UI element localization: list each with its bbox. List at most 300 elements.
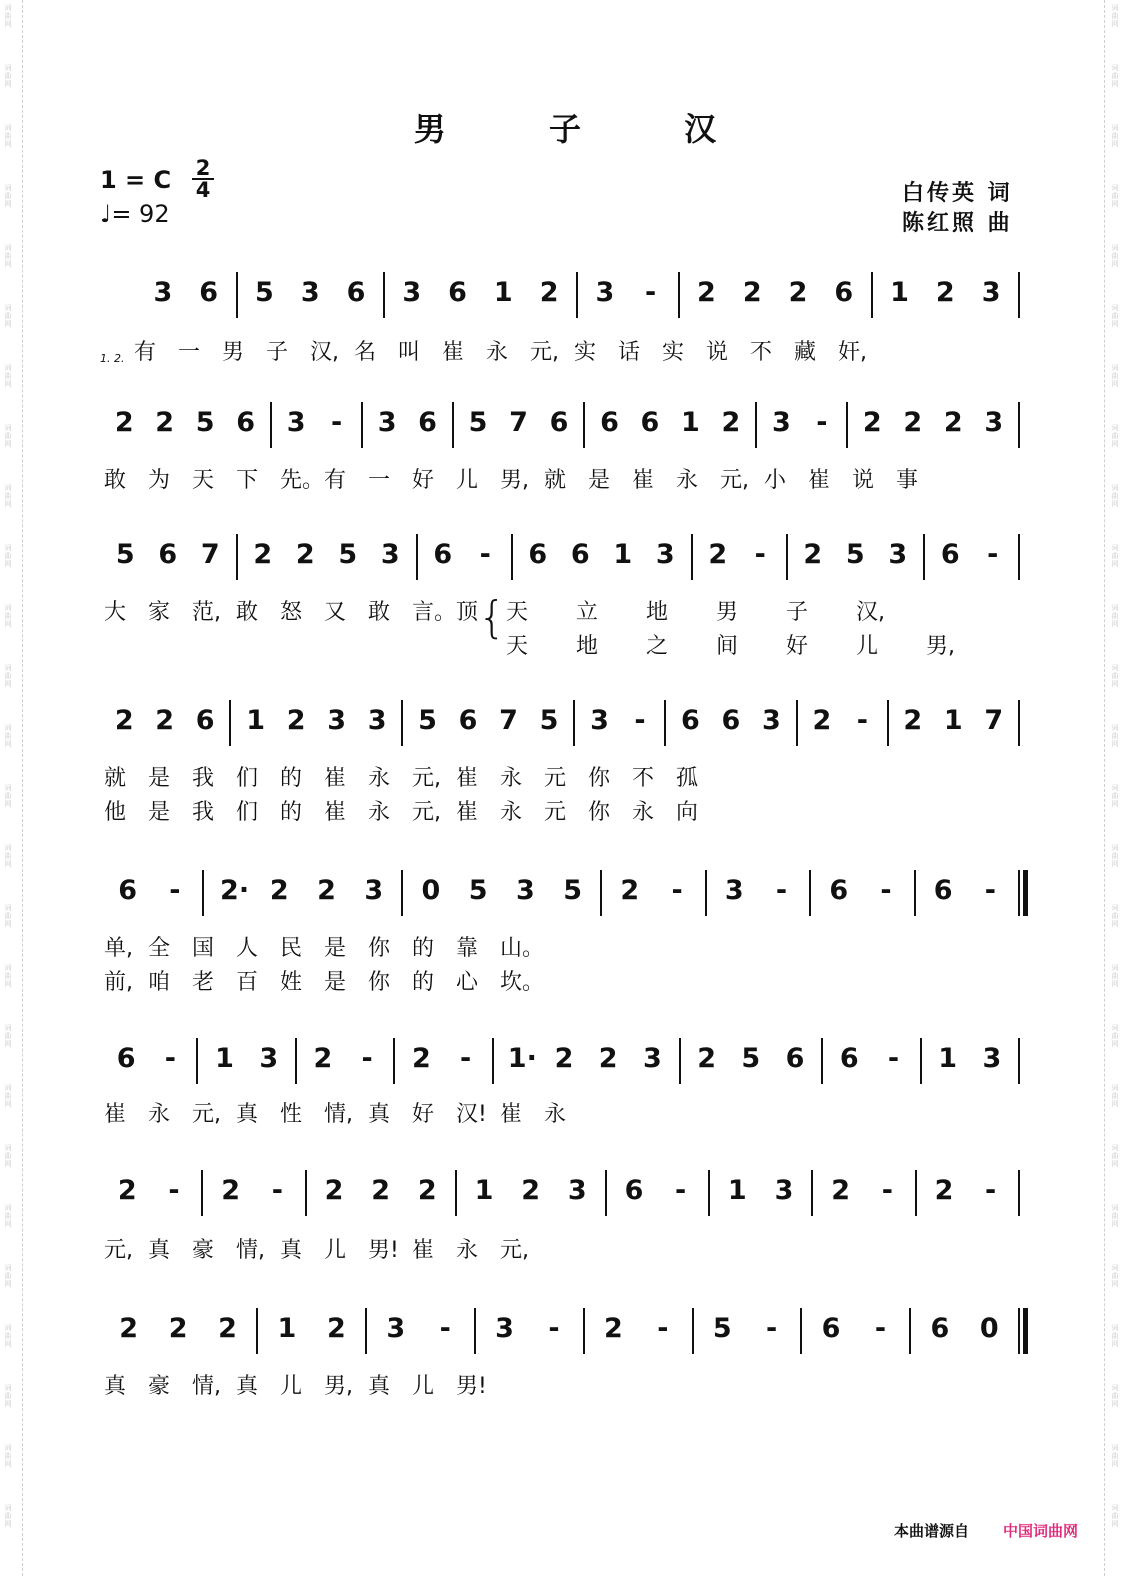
- lyric-syllable: 藏: [794, 340, 817, 365]
- note: 7: [200, 539, 220, 570]
- note: 6: [624, 1175, 644, 1206]
- note: 5: [539, 705, 559, 736]
- note: -: [271, 1175, 283, 1206]
- lyric-syllable: 你: [588, 800, 611, 825]
- lyric-syllable: 崔: [442, 340, 465, 365]
- barline: [573, 700, 575, 746]
- score-system: [0, 398, 1130, 548]
- note: 6: [933, 875, 953, 906]
- lyric-syllable: 永: [632, 800, 655, 825]
- lyric-syllable: 元,: [192, 1102, 221, 1127]
- note: 6: [640, 407, 660, 438]
- watermark-text: 词 曲 网: [1111, 1204, 1119, 1228]
- note: 3: [590, 705, 609, 736]
- watermark-text: 词 曲 网: [4, 1504, 12, 1528]
- note: 5: [418, 705, 437, 736]
- barline: [1018, 1170, 1020, 1216]
- note: -: [164, 1043, 176, 1074]
- tempo-marking: ♩= 92: [100, 200, 170, 228]
- note: 2: [903, 705, 923, 736]
- note: -: [675, 1175, 687, 1206]
- note: 5: [115, 539, 135, 570]
- note: 5: [255, 277, 274, 308]
- note: 6: [236, 407, 256, 438]
- watermark-text: 词 曲 网: [4, 424, 12, 448]
- note: 6: [681, 705, 700, 736]
- watermark-text: 词 曲 网: [4, 784, 12, 808]
- note: -: [459, 1043, 472, 1074]
- song-title: 男 子 汉: [413, 110, 763, 148]
- barline: [236, 272, 238, 318]
- barline: [708, 1170, 710, 1216]
- lyric-syllable: 好: [412, 1102, 435, 1127]
- note: 3: [567, 1175, 587, 1206]
- barline: [361, 402, 363, 448]
- note: 1: [890, 277, 909, 308]
- verse-brace: {: [478, 592, 506, 643]
- note: 1: [215, 1043, 234, 1074]
- lyric-syllable: 就: [104, 766, 127, 791]
- lyric-syllable: 下: [236, 468, 259, 493]
- lyric-syllable: 立: [576, 600, 599, 625]
- note: 7: [499, 705, 518, 736]
- note: 2: [218, 1313, 237, 1344]
- watermark-text: 词 曲 网: [1111, 304, 1119, 328]
- note: 1: [938, 1043, 958, 1074]
- note: 1: [943, 705, 963, 736]
- lyric-syllable: 单,: [104, 936, 133, 961]
- note: -: [479, 539, 491, 570]
- barline: [679, 1038, 681, 1084]
- time-signature: [190, 158, 216, 200]
- watermark-text: 词 曲 网: [1111, 484, 1119, 508]
- barline: [923, 534, 925, 580]
- lyric-syllable: 有: [324, 468, 347, 493]
- barline: [492, 1038, 494, 1084]
- lyric-syllable: 元: [544, 766, 567, 791]
- lyric-syllable: 永: [544, 1102, 567, 1127]
- lyric-syllable: 元,: [412, 766, 441, 791]
- lyric-syllable: 叫: [398, 340, 421, 365]
- lyric-syllable: 真: [148, 1238, 171, 1263]
- note: 3: [595, 277, 615, 308]
- note: 3: [300, 277, 320, 308]
- lyric-syllable: 永: [148, 1102, 171, 1127]
- footer-source-label: 本曲谱源自: [894, 1522, 970, 1540]
- lyric-syllable: 孤: [676, 766, 699, 791]
- barline: [796, 700, 798, 746]
- barline: [664, 700, 666, 746]
- note: 5: [338, 539, 358, 570]
- lyric-syllable: 永: [500, 766, 523, 791]
- lyric-syllable: 元,: [104, 1238, 133, 1263]
- lyric-syllable: 为: [148, 468, 171, 493]
- note: 2: [221, 1175, 241, 1206]
- note: -: [987, 539, 999, 570]
- note: -: [766, 1313, 778, 1344]
- composer-credit: 陈红照 曲: [902, 211, 1013, 236]
- lyric-syllable: 元,: [500, 1238, 529, 1263]
- note: -: [984, 875, 996, 906]
- note: 3: [380, 539, 400, 570]
- note: 2: [604, 1313, 623, 1344]
- final-barline: [1023, 1308, 1028, 1354]
- lyric-syllable: 真: [236, 1374, 259, 1399]
- note: 2: [313, 1043, 333, 1074]
- lyric-syllable: 我: [192, 766, 215, 791]
- lyric-syllable: 敢: [368, 600, 391, 625]
- watermark-text: 词 曲 网: [1111, 364, 1119, 388]
- note: 6: [118, 875, 137, 906]
- note: 1: [613, 539, 633, 570]
- note: -: [361, 1043, 373, 1074]
- note: 3: [984, 407, 1004, 438]
- note: 6: [346, 277, 366, 308]
- barline: [846, 402, 848, 448]
- note: 2: [708, 539, 728, 570]
- note: 2: [934, 1175, 954, 1206]
- note: 2: [253, 539, 273, 570]
- barline: [1018, 870, 1020, 916]
- footer-site-name[interactable]: 中国词曲网: [1003, 1522, 1079, 1540]
- barline: [1018, 1308, 1020, 1354]
- barline: [583, 1308, 585, 1354]
- barline: [809, 870, 811, 916]
- lyric-syllable: 说: [706, 340, 729, 365]
- watermark-text: 词 曲 网: [1111, 604, 1119, 628]
- lyric-syllable: 永: [486, 340, 509, 365]
- note: 6: [570, 539, 590, 570]
- note: 2: [812, 705, 832, 736]
- note: 6: [418, 407, 437, 438]
- note: 1·: [507, 1043, 537, 1074]
- lyric-syllable: 们: [236, 766, 259, 791]
- watermark-text: 词 曲 网: [4, 364, 12, 388]
- watermark-text: 词 曲 网: [1111, 1144, 1119, 1168]
- lyric-syllable: 实: [574, 340, 597, 365]
- barline: [583, 402, 585, 448]
- watermark-text: 词 曲 网: [4, 4, 12, 28]
- note: -: [985, 1175, 997, 1206]
- watermark-text: 词 曲 网: [1111, 724, 1119, 748]
- lyric-syllable: 间: [716, 634, 739, 659]
- note: -: [439, 1313, 451, 1344]
- lyric-syllable: 实: [662, 340, 685, 365]
- key-signature: 1 = C: [100, 166, 172, 194]
- note: 3: [771, 407, 791, 438]
- lyric-syllable: 大: [104, 600, 127, 625]
- lyric-syllable: 子: [786, 600, 809, 625]
- watermark-text: 词 曲 网: [4, 1204, 12, 1228]
- note: 5: [741, 1043, 761, 1074]
- lyric-syllable: 顶: [456, 600, 479, 625]
- lyric-syllable: 靠: [456, 936, 479, 961]
- lyric-syllable: 前,: [104, 970, 133, 995]
- lyric-syllable: 汉,: [310, 340, 339, 365]
- barline: [416, 534, 418, 580]
- lyric-syllable: 真: [280, 1238, 303, 1263]
- note: 6: [195, 705, 215, 736]
- lyric-syllable: 怒: [280, 600, 303, 625]
- barline: [305, 1170, 307, 1216]
- lyric-syllable: 全: [148, 936, 171, 961]
- lyric-syllable: 情,: [236, 1238, 265, 1263]
- note: 2: [317, 875, 336, 906]
- note: 5: [845, 539, 865, 570]
- watermark-text: 词 曲 网: [1111, 424, 1119, 448]
- note: 3: [982, 1043, 1002, 1074]
- note: 3: [655, 539, 675, 570]
- watermark-text: 词 曲 网: [1111, 1024, 1119, 1048]
- note: 6: [116, 1043, 136, 1074]
- note: 2: [943, 407, 963, 438]
- note: 2: [620, 875, 640, 906]
- lyric-syllable: 崔: [324, 766, 347, 791]
- barline: [678, 272, 680, 318]
- lyric-syllable: 男: [222, 340, 245, 365]
- watermark-text: 词 曲 网: [4, 1144, 12, 1168]
- barline: [871, 272, 873, 318]
- note: 6: [158, 539, 178, 570]
- note: 6: [839, 1043, 859, 1074]
- lyric-syllable: 崔: [808, 468, 831, 493]
- lyric-syllable: 言。: [412, 600, 457, 625]
- barline: [401, 870, 403, 916]
- watermark-text: 词 曲 网: [1111, 784, 1119, 808]
- lyric-syllable: 儿: [412, 1374, 435, 1399]
- note: 2: [742, 277, 762, 308]
- lyric-syllable: 敢: [104, 468, 127, 493]
- note: 2: [324, 1175, 344, 1206]
- lyric-syllable: 天: [506, 634, 529, 659]
- barline: [401, 700, 403, 746]
- watermark-text: 词 曲 网: [4, 184, 12, 208]
- lyric-syllable: 话: [618, 340, 641, 365]
- note: 1: [681, 407, 700, 438]
- watermark-text: 词 曲 网: [1111, 1324, 1119, 1348]
- lyric-syllable: 敢: [236, 600, 259, 625]
- note: 2: [326, 1313, 346, 1344]
- note: -: [754, 539, 766, 570]
- lyric-syllable: 永: [368, 766, 391, 791]
- lyric-syllable: 汉!: [456, 1102, 487, 1127]
- lyric-syllable: 家: [148, 600, 171, 625]
- note: -: [775, 875, 788, 906]
- note: 3: [364, 875, 384, 906]
- lyric-syllable: 崔: [632, 468, 655, 493]
- note: 6: [433, 539, 453, 570]
- watermark-text: 词 曲 网: [1111, 64, 1119, 88]
- lyric-syllable: 的: [280, 766, 303, 791]
- note: -: [856, 705, 868, 736]
- note: -: [169, 875, 181, 906]
- barline: [393, 1038, 395, 1084]
- note: 6: [528, 539, 548, 570]
- note: 2: [155, 407, 175, 438]
- lyric-syllable: 崔: [324, 800, 347, 825]
- lyric-syllable: 我: [192, 800, 215, 825]
- lyric-syllable: 崔: [456, 800, 479, 825]
- lyric-syllable: 好: [412, 468, 435, 493]
- time-signature-top: 2: [195, 156, 211, 180]
- lyric-syllable: 儿: [280, 1374, 303, 1399]
- lyric-syllable: 真: [104, 1374, 127, 1399]
- lyric-syllable: 说: [852, 468, 875, 493]
- lyric-syllable: 子: [266, 340, 289, 365]
- barline: [600, 870, 602, 916]
- lyric-syllable: 山。: [500, 936, 545, 961]
- note: 3: [367, 705, 387, 736]
- lyric-syllable: 好: [786, 634, 809, 659]
- barline: [786, 534, 788, 580]
- lyric-syllable: 是: [324, 936, 347, 961]
- watermark-text: 词 曲 网: [4, 484, 12, 508]
- lyric-syllable: 崔: [412, 1238, 435, 1263]
- note: 3: [495, 1313, 514, 1344]
- lyric-syllable: 豪: [148, 1374, 171, 1399]
- lyric-syllable: 一: [368, 468, 391, 493]
- watermark-text: 词 曲 网: [4, 1084, 12, 1108]
- barline: [691, 534, 693, 580]
- barline: [511, 534, 513, 580]
- barline: [201, 1170, 203, 1216]
- lyric-syllable: 地: [646, 600, 669, 625]
- watermark-text: 词 曲 网: [1111, 664, 1119, 688]
- note: 6: [829, 875, 849, 906]
- lyric-syllable: 不: [750, 340, 773, 365]
- note: 3: [643, 1043, 662, 1074]
- lyric-syllable: 小: [764, 468, 787, 493]
- lyric-syllable: 元,: [412, 800, 441, 825]
- note: 2: [831, 1175, 851, 1206]
- watermark-text: 词 曲 网: [4, 1384, 12, 1408]
- lyric-syllable: 真: [236, 1102, 259, 1127]
- lyric-syllable: 奸,: [838, 340, 867, 365]
- lyric-syllable: 的: [412, 936, 435, 961]
- lyric-syllable: 是: [324, 970, 347, 995]
- note: 3: [761, 705, 781, 736]
- note: 3: [515, 875, 535, 906]
- note: 3: [724, 875, 744, 906]
- note: 1: [277, 1313, 297, 1344]
- barline: [1018, 1038, 1020, 1084]
- note: 6: [549, 407, 569, 438]
- barline: [1018, 272, 1020, 318]
- note: 3: [377, 407, 397, 438]
- lyric-syllable: 他: [104, 800, 127, 825]
- lyric-syllable: 男,: [500, 468, 529, 493]
- lyric-syllable: 一: [178, 340, 201, 365]
- note: 3: [259, 1043, 279, 1074]
- lyric-syllable: 元,: [720, 468, 749, 493]
- note: 2: [862, 407, 882, 438]
- note: -: [548, 1313, 560, 1344]
- note: 2: [788, 277, 808, 308]
- lyric-syllable: 心: [456, 970, 479, 995]
- watermark-text: 词 曲 网: [1111, 1384, 1119, 1408]
- note: 1: [727, 1175, 747, 1206]
- barline: [1018, 402, 1020, 448]
- barline: [365, 1308, 367, 1354]
- score-system: [0, 530, 1130, 680]
- note: 3: [153, 277, 173, 308]
- lyric-syllable: 之: [646, 634, 669, 659]
- barline: [576, 272, 578, 318]
- note: 6: [785, 1043, 805, 1074]
- note: 6: [721, 705, 741, 736]
- note: 0: [421, 875, 441, 906]
- watermark-text: 词 曲 网: [4, 904, 12, 928]
- lyric-syllable: 男: [716, 600, 739, 625]
- lyric-syllable: 男,: [926, 634, 955, 659]
- lyric-syllable: 永: [456, 1238, 479, 1263]
- note: 6: [199, 277, 219, 308]
- lyric-syllable: 是: [148, 800, 171, 825]
- note: -: [168, 1175, 180, 1206]
- watermark-text: 词 曲 网: [4, 304, 12, 328]
- note: 2: [269, 875, 289, 906]
- watermark-text: 词 曲 网: [4, 544, 12, 568]
- note: 5: [468, 407, 488, 438]
- barline: [821, 1038, 823, 1084]
- note: 5: [195, 407, 215, 438]
- note: -: [881, 1175, 893, 1206]
- note: -: [887, 1043, 900, 1074]
- note: 5: [563, 875, 582, 906]
- note: 2: [411, 1043, 431, 1074]
- note: 6: [821, 1313, 841, 1344]
- lyric-syllable: 又: [324, 600, 347, 625]
- lyric-syllable: 真: [368, 1102, 391, 1127]
- note: 2: [286, 705, 306, 736]
- watermark-text: 词 曲 网: [1111, 1264, 1119, 1288]
- watermark-text: 词 曲 网: [1111, 904, 1119, 928]
- lyric-syllable: 是: [148, 766, 171, 791]
- lyric-syllable: 男!: [456, 1374, 487, 1399]
- barline: [295, 1038, 297, 1084]
- lyric-syllable: 儿: [324, 1238, 347, 1263]
- note: 2: [697, 1043, 717, 1074]
- note: 2: [295, 539, 315, 570]
- barline: [755, 402, 757, 448]
- lyric-syllable: 儿: [456, 468, 479, 493]
- time-signature-bottom: 4: [195, 178, 211, 202]
- lyric-syllable: 的: [412, 970, 435, 995]
- watermark-text: 词 曲 网: [4, 64, 12, 88]
- barline: [196, 1038, 198, 1084]
- lyric-syllable: 永: [368, 800, 391, 825]
- watermark-text: 词 曲 网: [1111, 4, 1119, 28]
- note: 6: [600, 407, 619, 438]
- lyricist-credit: 白传英 词: [902, 181, 1013, 206]
- note: -: [657, 1313, 669, 1344]
- lyric-syllable: 民: [280, 936, 303, 961]
- note: -: [880, 875, 892, 906]
- lyric-syllable: 真: [368, 1374, 391, 1399]
- note: -: [634, 705, 646, 736]
- barline: [236, 534, 238, 580]
- note: -: [874, 1313, 887, 1344]
- watermark-text: 词 曲 网: [1111, 1084, 1119, 1108]
- lyric-syllable: 咱: [148, 970, 171, 995]
- note: 5: [712, 1313, 732, 1344]
- note: -: [645, 277, 657, 308]
- barline: [692, 1308, 694, 1354]
- lyric-syllable: 百: [236, 970, 259, 995]
- lyric-syllable: 天: [506, 600, 529, 625]
- lyric-syllable: 汉,: [856, 600, 885, 625]
- note: 1: [493, 277, 513, 308]
